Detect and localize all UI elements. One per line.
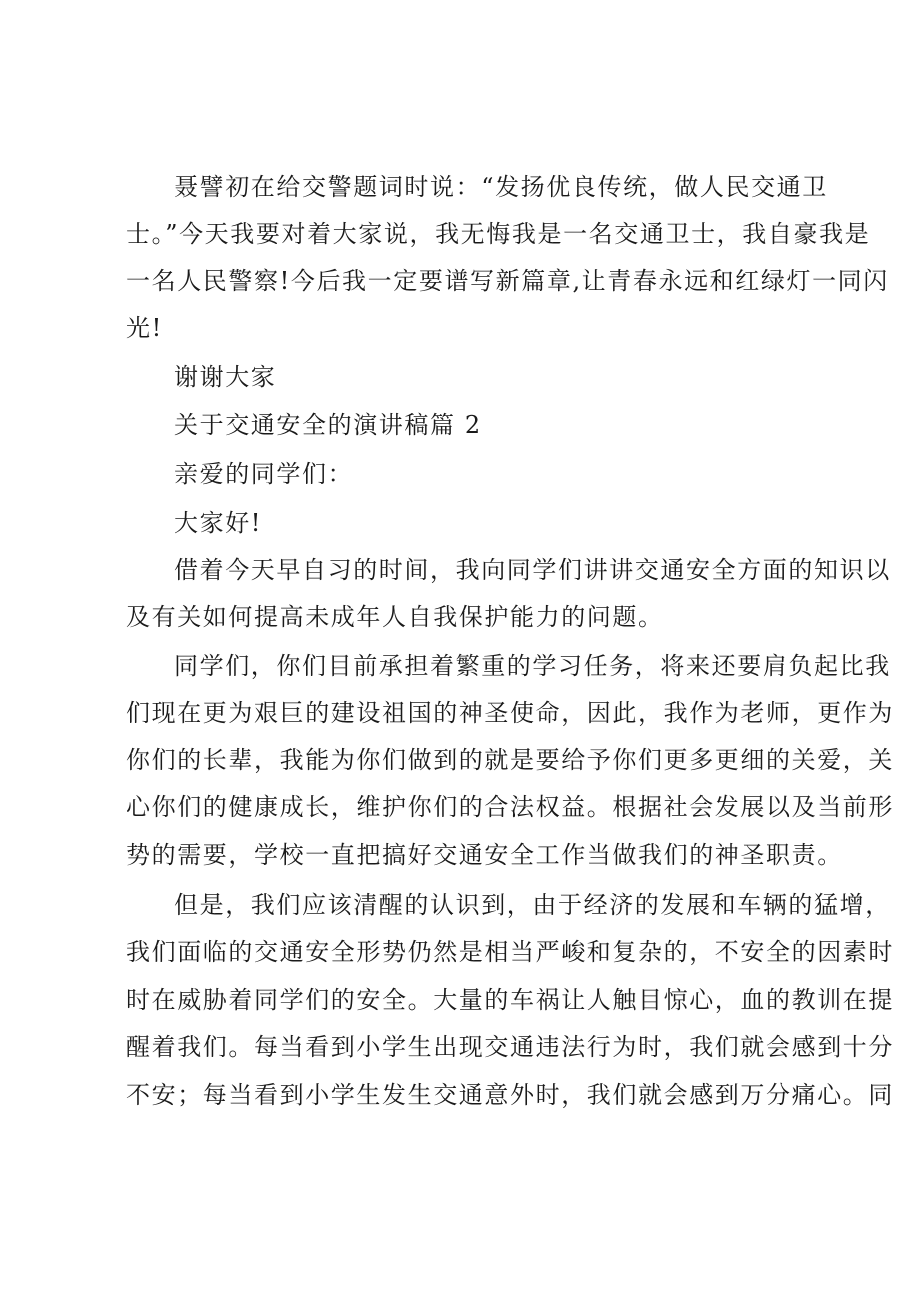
salutation-line: 亲爱的同学们： [174, 460, 354, 488]
paragraph-line: 士。”今天我要对着大家说，我无悔我是一名交通卫士，我自豪我是 [126, 220, 871, 248]
paragraph-line: 不安；每当看到小学生发生交通意外时，我们就会感到万分痛心。同 [126, 1081, 894, 1109]
paragraph-line: 我们面临的交通安全形势仍然是相当严峻和复杂的，不安全的因素时 [126, 938, 894, 966]
paragraph-line: 们现在更为艰巨的建设祖国的神圣使命，因此，我作为老师，更作为 [126, 699, 894, 727]
paragraph-line: 势的需要，学校一直把搞好交通安全工作当做我们的神圣职责。 [126, 841, 843, 869]
paragraph-line: 你们的长辈，我能为你们做到的就是要给予你们更多更细的关爱，关 [126, 746, 894, 774]
paragraph-line: 醒着我们。每当看到小学生出现交通违法行为时，我们就会感到十分 [126, 1033, 894, 1061]
section-title: 关于交通安全的演讲稿篇 2 [174, 411, 482, 439]
paragraph-line: 但是，我们应该清醒的认识到，由于经济的发展和车辆的猛增， [174, 891, 891, 919]
paragraph-line: 聂譬初在给交警题词时说：“发扬优良传统，做人民交通卫 [174, 173, 828, 201]
paragraph-line: 一名人民警察!今后我一定要谱写新篇章,让青春永远和红绿灯一同闪 [126, 267, 889, 295]
paragraph-line: 光! [126, 314, 163, 342]
closing-line: 谢谢大家 [174, 363, 277, 391]
paragraph-line: 时在威胁着同学们的安全。大量的车祸让人触目惊心，血的教训在提 [126, 986, 894, 1014]
greeting-line: 大家好! [174, 509, 263, 537]
paragraph-line: 心你们的健康成长，维护你们的合法权益。根据社会发展以及当前形 [126, 793, 894, 821]
paragraph-line: 及有关如何提高未成年人自我保护能力的问题。 [126, 603, 664, 631]
paragraph-line: 同学们，你们目前承担着繁重的学习任务，将来还要肩负起比我 [174, 652, 891, 680]
paragraph-line: 借着今天早自习的时间，我向同学们讲讲交通安全方面的知识以 [174, 556, 891, 584]
